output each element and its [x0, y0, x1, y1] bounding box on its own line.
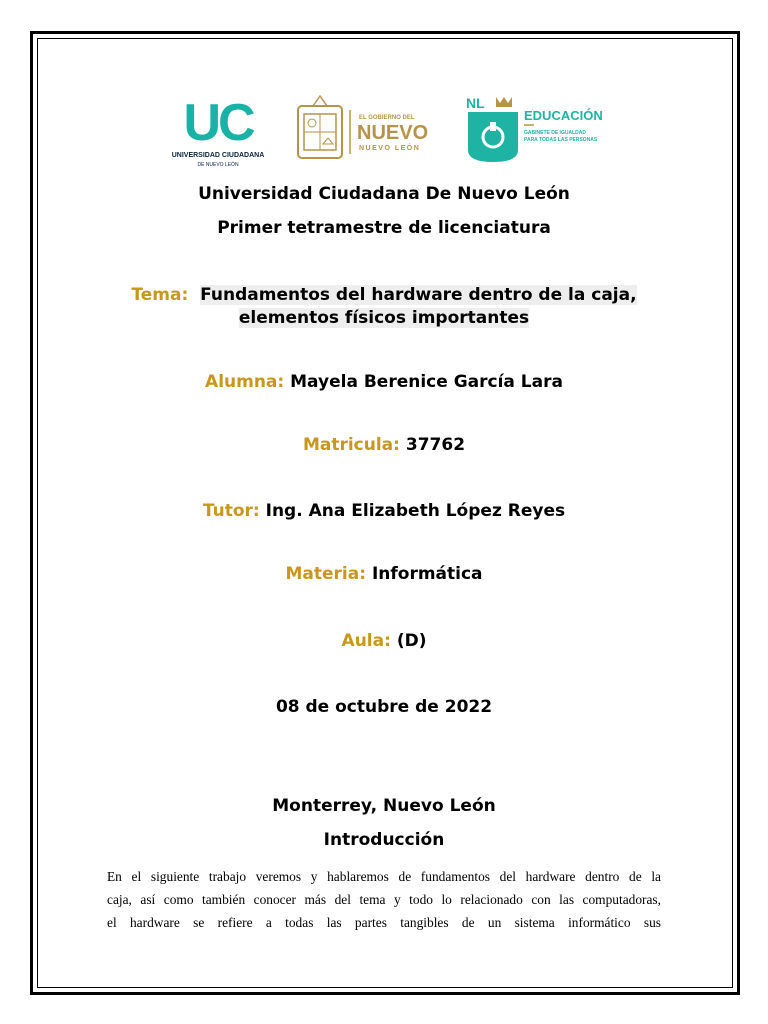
- nl-mark: NL: [466, 95, 485, 111]
- shield-icon: [468, 112, 518, 162]
- tutor-label: Tutor:: [202, 501, 260, 521]
- universidad-ciudadana-logo: [168, 90, 268, 170]
- tutor-value: Ing. Ana Elizabeth López Reyes: [265, 501, 566, 521]
- matricula-row: [0, 435, 768, 455]
- aula-row: [0, 631, 768, 651]
- coat-of-arms-icon: [298, 96, 342, 158]
- aula-value: (D): [396, 631, 427, 651]
- tema-label: Tema:: [131, 285, 189, 305]
- intro-paragraph: [107, 865, 661, 934]
- intro-line-3: el hardware se refiere a todas las partes tangibles de un sistema informático sus: [107, 915, 661, 930]
- place-line: Monterrey, Nuevo León: [272, 796, 496, 816]
- date-line: 08 de octubre de 2022: [275, 697, 493, 717]
- materia-value: Informática: [371, 564, 483, 584]
- gobierno-nuevo-leon-logo: [293, 92, 443, 162]
- gobierno-sub: NUEVO LEÓN: [359, 145, 421, 152]
- uc-sub: DE NUEVO LEÓN: [197, 162, 239, 168]
- tema-line-2: [0, 307, 768, 330]
- tema-value-line2: elementos físicos importantes: [238, 308, 530, 328]
- crown-icon: [496, 97, 512, 107]
- gobierno-big: NUEVO: [357, 122, 429, 144]
- matricula-value: 37762: [405, 435, 466, 455]
- tema-line-1: [0, 284, 768, 307]
- period-title: Primer tetramestre de licenciatura: [217, 218, 551, 238]
- tema-block: [0, 284, 768, 330]
- alumna-label: Alumna:: [205, 372, 285, 392]
- matricula-label: Matricula:: [302, 435, 400, 455]
- materia-row: [0, 564, 768, 584]
- educacion-title: EDUCACIÓN: [524, 108, 603, 123]
- uc-mark: UC: [183, 94, 253, 152]
- university-name: Universidad Ciudadana De Nuevo León: [198, 184, 570, 204]
- intro-heading: Introducción: [323, 830, 445, 850]
- intro-line-2: caja, así como también conocer más del tema y todo lo relacionado con las computadoras,: [107, 892, 661, 907]
- alumna-value: Mayela Berenice García Lara: [290, 372, 563, 392]
- materia-label: Materia:: [285, 564, 367, 584]
- intro-line-1: En el siguiente trabajo veremos y hablaremos de fundamentos del hardware dentro de la: [107, 869, 661, 884]
- educacion-line1: GABINETE DE IGUALDAD: [524, 130, 586, 136]
- uc-name: UNIVERSIDAD CIUDADANA: [171, 152, 265, 159]
- nl-educacion-logo: [466, 94, 626, 164]
- tutor-row: [0, 501, 768, 521]
- tema-value-line1: Fundamentos del hardware dentro de la caja,: [200, 285, 637, 305]
- educacion-line2: PARA TODAS LAS PERSONAS: [524, 137, 598, 143]
- alumna-row: [0, 372, 768, 392]
- logo-row: [0, 90, 768, 170]
- gobierno-small: EL GOBIERNO DEL: [359, 115, 415, 121]
- aula-label: Aula:: [341, 631, 391, 651]
